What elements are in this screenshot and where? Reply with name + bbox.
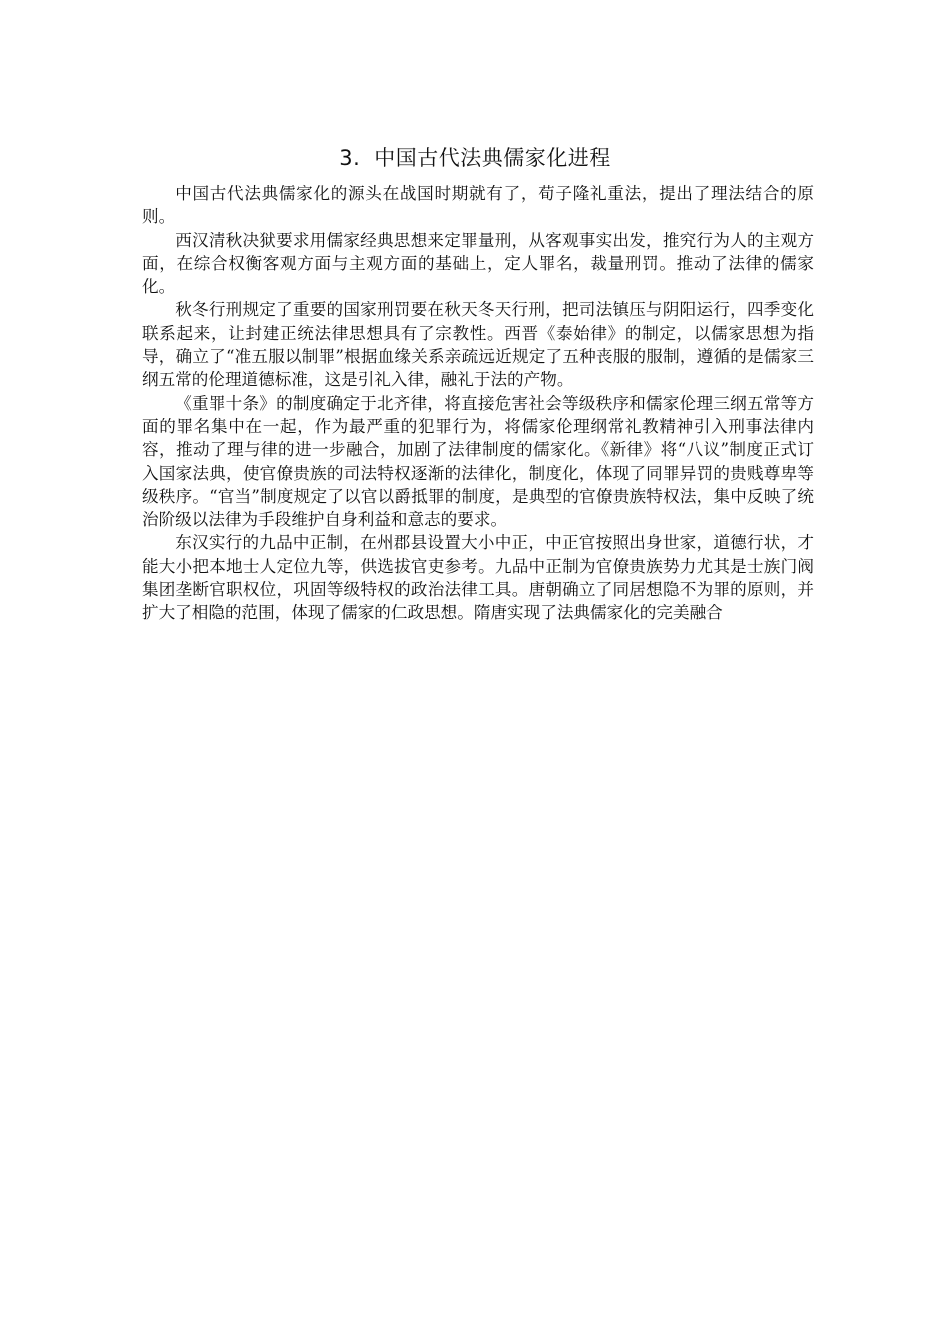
body-text	[142, 182, 814, 625]
section-number: 3.	[339, 146, 361, 170]
section-title	[0, 144, 950, 172]
paragraph: 秋冬行刑规定了重要的国家刑罚要在秋天冬天行刑，把司法镇压与阴阳运行，四季变化联系起来，让封建正统法律思想具有了宗教性。西晋《泰始律》的制定，以儒家思想为指导，确立了“准五服以制罪”根据血缘关系亲疏远近规定了五种丧服的服制，遵循的是儒家三纲五常的伦理道德标准，这是引礼入律，融礼于法的产物。	[142, 300, 814, 390]
paragraph: 《重罪十条》的制度确定于北齐律，将直接危害社会等级秩序和儒家伦理三纲五常等方面的罪名集中在一起，作为最严重的犯罪行为，将儒家伦理纲常礼教精神引入刑事法律内容，推动了理与律的进一步融合，加剧了法律制度的儒家化。《新律》将“八议”制度正式订入国家法典，使官僚贵族的司法特权逐渐的法律化，制度化，体现了同罪异罚的贵贱尊卑等级秩序。“官当”制度规定了以官以爵抵罪的制度，是典型的官僚贵族特权法，集中反映了统治阶级以法律为手段维护自身利益和意志的要求。	[142, 393, 814, 530]
paragraph: 中国古代法典儒家化的源头在战国时期就有了，荀子隆礼重法，提出了理法结合的原则。	[142, 184, 814, 227]
paragraph: 东汉实行的九品中正制，在州郡县设置大小中正，中正官按照出身世家，道德行状，才能大小把本地士人定位九等，供选拔官吏参考。九品中正制为官僚贵族势力尤其是士族门阀集团垄断官职权位，巩固等级特权的政治法律工具。唐朝确立了同居想隐不为罪的原则，并扩大了相隐的范围，体现了儒家的仁政思想。隋唐实现了法典儒家化的完美融合	[142, 533, 814, 623]
paragraph: 西汉清秋决狱要求用儒家经典思想来定罪量刑，从客观事实出发，推究行为人的主观方面，在综合权衡客观方面与主观方面的基础上，定人罪名，裁量刑罚。推动了法律的儒家化。	[142, 230, 814, 297]
section-title-text: 中国古代法典儒家化进程	[374, 146, 611, 170]
